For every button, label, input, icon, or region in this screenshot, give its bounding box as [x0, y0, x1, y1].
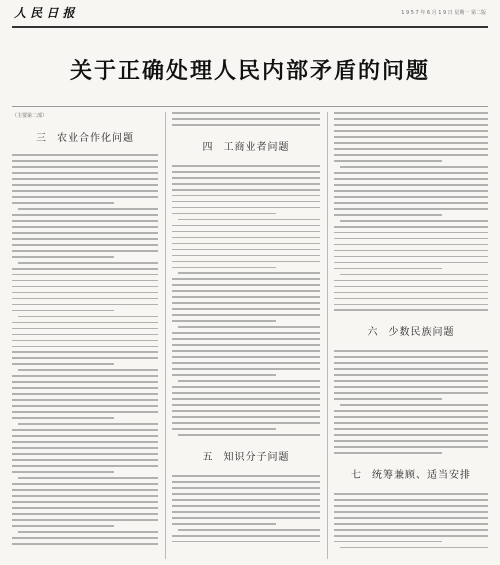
text-line	[12, 244, 158, 246]
body-text	[172, 112, 320, 126]
text-line	[12, 274, 158, 276]
body-text	[12, 154, 158, 545]
text-line	[172, 213, 276, 215]
text-line	[12, 429, 158, 431]
text-line	[334, 118, 488, 120]
text-line	[18, 316, 158, 318]
text-line	[12, 298, 158, 300]
text-line	[172, 207, 320, 209]
text-line	[334, 262, 488, 264]
text-line	[334, 298, 488, 300]
text-line	[178, 380, 320, 382]
section-heading	[172, 138, 320, 153]
text-line	[18, 423, 158, 425]
text-line	[172, 541, 320, 543]
article-note: （主要第二部）	[12, 113, 48, 119]
text-line	[12, 411, 158, 413]
text-line	[178, 326, 320, 328]
section-heading	[334, 466, 488, 481]
text-line	[12, 489, 158, 491]
body-text	[334, 350, 488, 454]
text-line	[334, 386, 488, 388]
text-line	[12, 190, 158, 192]
text-line	[12, 328, 158, 330]
text-line	[172, 344, 320, 346]
text-line	[334, 511, 488, 513]
text-line	[12, 441, 158, 443]
text-line	[18, 262, 158, 264]
text-line	[334, 124, 488, 126]
text-line	[12, 256, 114, 258]
text-line	[172, 422, 320, 424]
text-line	[172, 171, 320, 173]
text-line	[334, 541, 442, 543]
text-line	[334, 178, 488, 180]
body-text	[334, 112, 488, 311]
text-line	[172, 368, 320, 370]
text-line	[12, 363, 114, 365]
column-divider	[165, 112, 166, 559]
text-line	[334, 392, 488, 394]
text-line	[12, 483, 158, 485]
text-line	[172, 308, 320, 310]
text-line	[334, 380, 488, 382]
text-line	[172, 428, 276, 430]
column-3	[334, 112, 488, 561]
text-line	[340, 404, 488, 406]
text-line	[172, 356, 320, 358]
text-line	[172, 404, 320, 406]
text-line	[172, 487, 320, 489]
text-line	[334, 422, 488, 424]
text-line	[334, 250, 488, 252]
text-line	[12, 459, 158, 461]
text-line	[172, 249, 320, 251]
section-number: 七	[351, 469, 362, 481]
text-line	[172, 201, 320, 203]
text-line	[178, 434, 320, 436]
section-heading	[172, 448, 320, 463]
text-line	[172, 237, 320, 239]
text-line	[18, 531, 158, 533]
text-line	[12, 292, 158, 294]
text-line	[172, 290, 320, 292]
section-number: 四	[202, 141, 214, 153]
text-line	[12, 381, 158, 383]
text-line	[172, 499, 320, 501]
text-line	[334, 416, 488, 418]
text-line	[172, 261, 320, 263]
text-line	[172, 278, 320, 280]
text-line	[172, 296, 320, 298]
text-line	[12, 513, 158, 515]
text-line	[172, 267, 276, 269]
text-line	[172, 511, 320, 513]
text-line	[340, 166, 488, 168]
text-line	[178, 219, 320, 221]
text-line	[12, 501, 158, 503]
text-line	[334, 434, 488, 436]
text-line	[172, 523, 276, 525]
text-line	[172, 284, 320, 286]
newspaper-logo: 人 民 日 报	[14, 6, 75, 20]
text-line	[334, 362, 488, 364]
text-line	[172, 112, 320, 114]
text-line	[334, 535, 488, 537]
section-heading	[334, 323, 488, 338]
text-line	[334, 286, 488, 288]
text-line	[172, 255, 320, 257]
text-line	[172, 177, 320, 179]
section-number: 三	[36, 133, 47, 144]
text-line	[12, 543, 158, 545]
text-line	[172, 302, 320, 304]
text-line	[12, 220, 158, 222]
text-line	[12, 202, 114, 204]
text-line	[172, 243, 320, 245]
text-line	[12, 214, 158, 216]
text-line	[340, 547, 488, 549]
text-line	[172, 332, 320, 334]
text-line	[12, 387, 158, 389]
text-line	[334, 309, 488, 311]
text-line	[334, 214, 442, 216]
text-line	[12, 495, 158, 497]
text-line	[12, 537, 158, 539]
text-line	[12, 160, 158, 162]
text-line	[172, 416, 320, 418]
text-line	[172, 350, 320, 352]
column-2	[172, 112, 320, 561]
text-line	[12, 334, 158, 336]
text-line	[334, 238, 488, 240]
text-line	[12, 519, 158, 521]
text-line	[172, 386, 320, 388]
section-heading	[12, 129, 158, 144]
text-line	[12, 184, 158, 186]
text-line	[334, 232, 488, 234]
text-line	[12, 154, 158, 156]
text-line	[12, 232, 158, 234]
section-label: 知识分子问题	[223, 451, 290, 463]
text-line	[12, 417, 114, 419]
text-line	[172, 398, 320, 400]
text-line	[172, 392, 320, 394]
section-label: 少数民族问题	[388, 327, 455, 339]
text-line	[334, 172, 488, 174]
text-line	[334, 523, 488, 525]
text-line	[334, 196, 488, 198]
text-line	[12, 435, 158, 437]
text-line	[12, 447, 158, 449]
section-number: 六	[367, 327, 379, 339]
text-line	[172, 189, 320, 191]
text-line	[334, 356, 488, 358]
text-line	[12, 304, 158, 306]
text-line	[172, 410, 320, 412]
text-line	[340, 220, 488, 222]
text-line	[12, 226, 158, 228]
text-line	[12, 507, 158, 509]
text-line	[334, 374, 488, 376]
text-line	[18, 208, 158, 210]
text-line	[334, 148, 488, 150]
text-line	[172, 338, 320, 340]
text-line	[172, 493, 320, 495]
text-line	[334, 160, 442, 162]
text-line	[172, 225, 320, 227]
text-line	[334, 517, 488, 519]
section-label: 工商业者问题	[223, 141, 290, 153]
text-line	[12, 178, 158, 180]
text-line	[334, 440, 488, 442]
text-line	[172, 314, 320, 316]
column-1	[12, 112, 158, 561]
text-line	[12, 525, 114, 527]
text-line	[12, 346, 158, 348]
text-line	[172, 231, 320, 233]
masthead	[12, 4, 488, 28]
text-line	[334, 112, 488, 114]
text-line	[12, 250, 158, 252]
text-line	[18, 477, 158, 479]
text-line	[12, 310, 114, 312]
text-line	[334, 368, 488, 370]
text-line	[12, 196, 158, 198]
section-label: 农业合作化问题	[57, 133, 134, 144]
text-line	[12, 357, 158, 359]
text-line	[12, 393, 158, 395]
text-line	[12, 453, 158, 455]
text-line	[334, 208, 488, 210]
text-line	[334, 292, 488, 294]
text-line	[178, 272, 320, 274]
text-line	[172, 362, 320, 364]
text-line	[334, 256, 488, 258]
text-line	[172, 374, 276, 376]
text-line	[12, 172, 158, 174]
article-title: 关于正确处理人民内部矛盾的问题	[69, 59, 430, 84]
text-line	[12, 340, 158, 342]
text-line	[172, 195, 320, 197]
text-line	[334, 268, 442, 270]
text-line	[178, 529, 320, 531]
text-line	[334, 190, 488, 192]
text-line	[334, 142, 488, 144]
section-number: 五	[202, 451, 214, 463]
text-line	[334, 499, 488, 501]
text-line	[334, 410, 488, 412]
text-line	[334, 202, 488, 204]
text-line	[334, 398, 442, 400]
text-line	[172, 535, 320, 537]
text-line	[172, 320, 276, 322]
text-line	[12, 238, 158, 240]
text-line	[334, 136, 488, 138]
text-line	[12, 322, 158, 324]
text-line	[334, 154, 488, 156]
text-line	[12, 286, 158, 288]
dateline: 1 9 5 7 年 6 月 1 9 日 星期一 第二版	[401, 10, 486, 16]
text-line	[12, 268, 158, 270]
text-line	[334, 350, 488, 352]
text-line	[12, 351, 158, 353]
text-line	[334, 493, 488, 495]
text-line	[12, 465, 158, 467]
text-line	[334, 505, 488, 507]
text-line	[172, 118, 320, 120]
text-line	[12, 166, 158, 168]
text-line	[334, 184, 488, 186]
body-text	[172, 165, 320, 436]
text-line	[172, 124, 320, 126]
text-line	[12, 280, 158, 282]
text-line	[172, 165, 320, 167]
section-label: 统筹兼顾、适当安排	[372, 469, 471, 481]
text-line	[334, 529, 488, 531]
text-line	[334, 446, 488, 448]
text-line	[12, 399, 158, 401]
headline-divider	[12, 106, 488, 107]
body-text	[334, 493, 488, 549]
text-line	[334, 280, 488, 282]
text-line	[172, 475, 320, 477]
text-line	[18, 369, 158, 371]
text-line	[334, 428, 488, 430]
text-line	[172, 517, 320, 519]
text-line	[334, 304, 488, 306]
text-line	[334, 244, 488, 246]
body-text	[172, 475, 320, 543]
text-line	[12, 375, 158, 377]
text-line	[12, 471, 114, 473]
text-line	[340, 274, 488, 276]
column-divider	[327, 112, 328, 559]
text-line	[334, 130, 488, 132]
text-line	[12, 405, 158, 407]
text-line	[334, 226, 488, 228]
text-line	[172, 183, 320, 185]
text-line	[334, 452, 442, 454]
text-line	[172, 481, 320, 483]
text-line	[172, 505, 320, 507]
